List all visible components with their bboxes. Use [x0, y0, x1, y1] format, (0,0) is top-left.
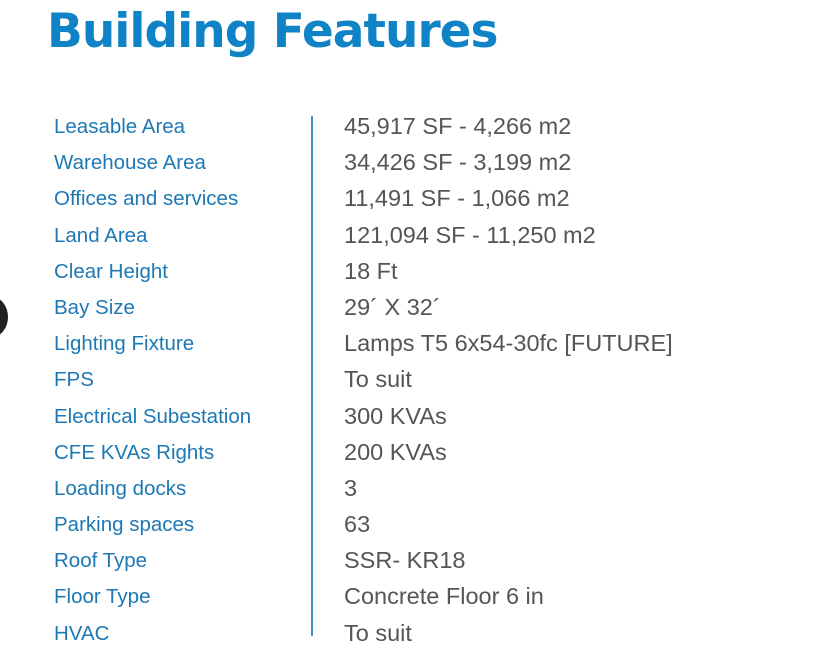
features-table	[0, 109, 840, 652]
feature-value: 3	[344, 474, 358, 501]
feature-value: 63	[344, 511, 371, 538]
feature-label: Roof Type	[54, 549, 148, 573]
feature-label: Offices and services	[54, 187, 239, 211]
feature-value: 18 Ft	[344, 257, 398, 284]
feature-value: Lamps T5 6x54-30fc [FUTURE]	[344, 330, 673, 357]
feature-value: 34,426 SF - 3,199 m2	[344, 149, 572, 176]
feature-value: SSR- KR18	[344, 547, 466, 574]
feature-label: Floor Type	[54, 585, 151, 609]
feature-label: Electrical Subestation	[54, 404, 252, 428]
feature-value: Concrete Floor 6 in	[344, 583, 544, 610]
feature-row	[0, 507, 840, 543]
feature-row	[0, 579, 840, 615]
feature-row	[0, 362, 840, 398]
feature-label: Warehouse Area	[54, 151, 206, 175]
feature-value: 300 KVAs	[344, 402, 447, 429]
feature-row	[0, 435, 840, 471]
feature-label: Bay Size	[54, 295, 135, 319]
feature-value: To suit	[344, 619, 412, 646]
feature-row	[0, 399, 840, 435]
feature-row	[0, 326, 840, 362]
feature-value: 45,917 SF - 4,266 m2	[344, 113, 572, 139]
feature-label: HVAC	[54, 621, 110, 645]
feature-row	[0, 543, 840, 579]
feature-label: Parking spaces	[54, 513, 195, 537]
page-title: Building Features	[47, 4, 498, 59]
feature-label: CFE KVAs Rights	[54, 440, 215, 464]
feature-row	[0, 616, 840, 652]
feature-row	[0, 218, 840, 254]
feature-row	[0, 471, 840, 507]
feature-value: To suit	[344, 366, 412, 393]
feature-value: 29´ X 32´	[344, 293, 441, 320]
feature-value: 11,491 SF - 1,066 m2	[344, 185, 570, 212]
feature-row	[0, 109, 840, 145]
feature-label: Clear Height	[54, 259, 168, 283]
feature-value: 200 KVAs	[344, 438, 447, 465]
feature-label: FPS	[54, 368, 94, 392]
feature-value: 121,094 SF - 11,250 m2	[344, 221, 596, 248]
feature-row	[0, 181, 840, 217]
feature-label: Leasable Area	[54, 115, 186, 138]
feature-label: Land Area	[54, 223, 148, 247]
feature-label: Lighting Fixture	[54, 332, 195, 356]
feature-row	[0, 254, 840, 290]
feature-row	[0, 145, 840, 181]
feature-row	[0, 290, 840, 326]
feature-label: Loading docks	[54, 476, 187, 500]
